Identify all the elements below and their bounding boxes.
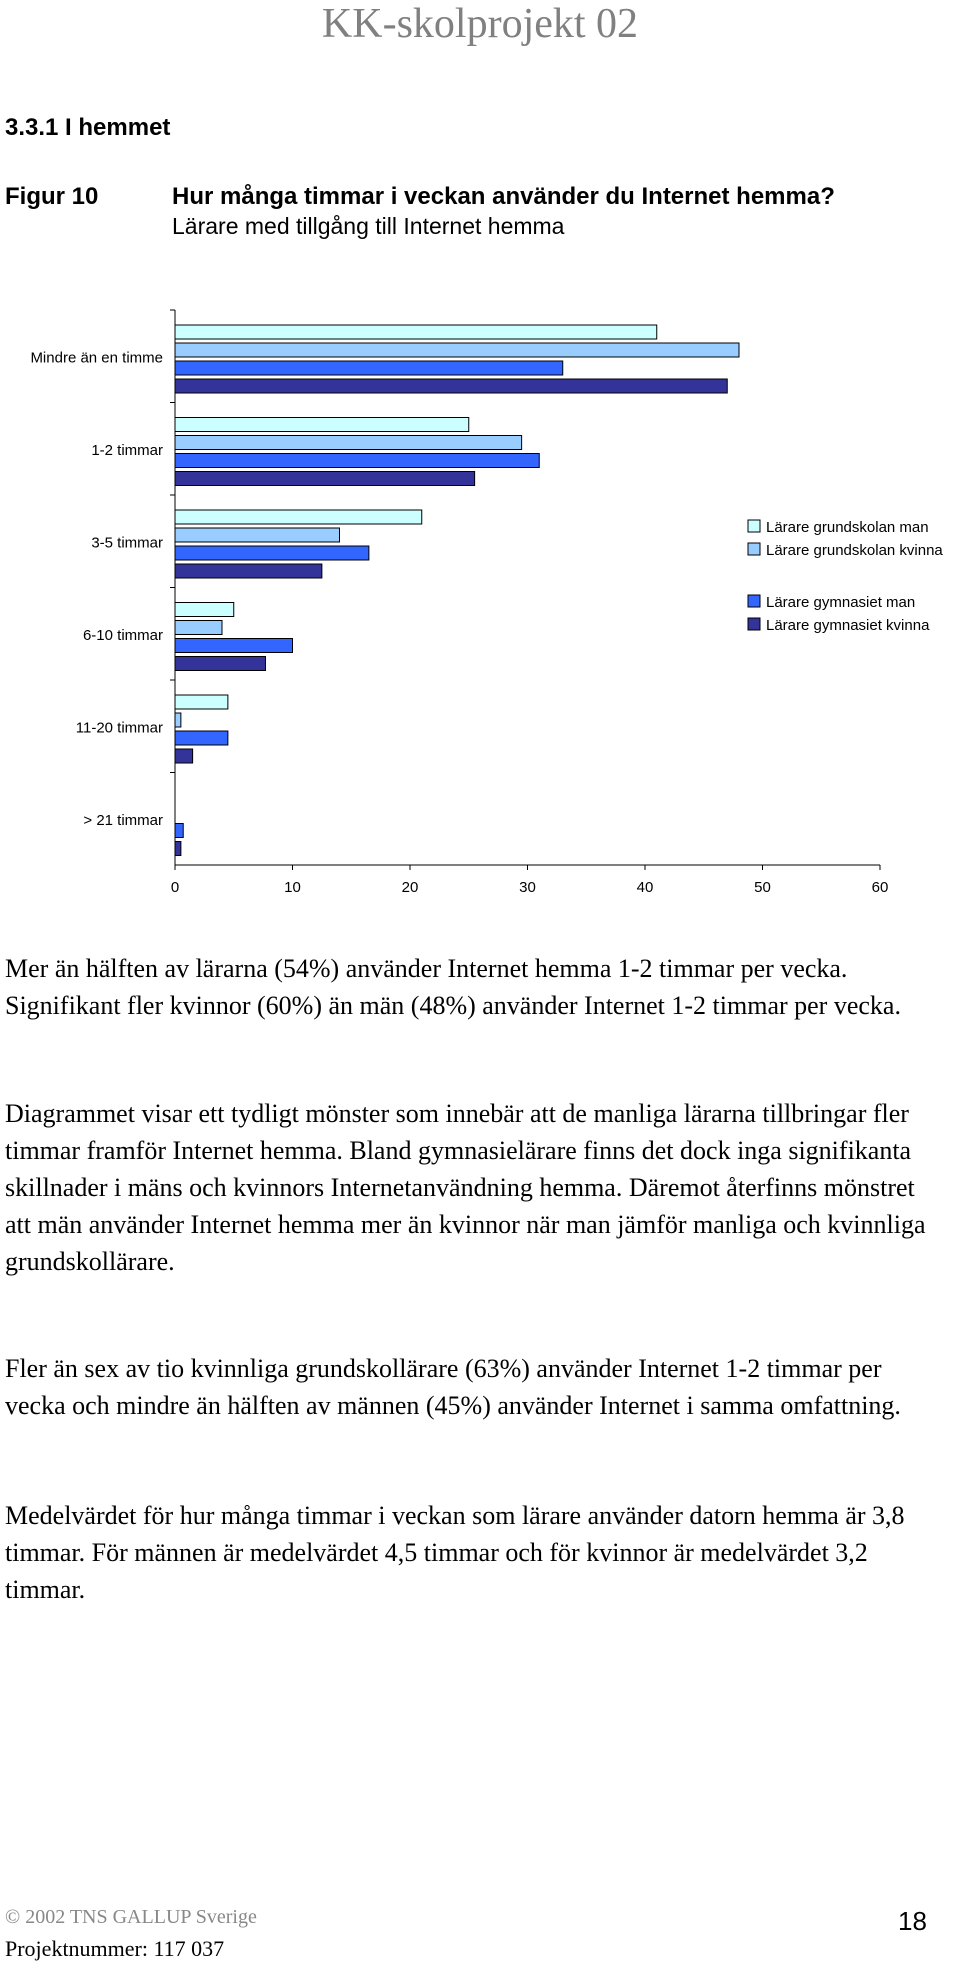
legend-label-2: Lärare gymnasiet man bbox=[766, 594, 916, 611]
bar-2-3 bbox=[175, 564, 322, 578]
legend-swatch-2 bbox=[748, 595, 760, 607]
bar-4-3 bbox=[175, 749, 193, 763]
x-tick-label: 30 bbox=[519, 879, 536, 896]
bar-2-1 bbox=[175, 528, 340, 542]
bar-3-0 bbox=[175, 603, 234, 617]
y-category-label: 11-20 timmar bbox=[75, 719, 163, 737]
legend-swatch-1 bbox=[748, 543, 760, 555]
y-category-label: 1-2 timmar bbox=[91, 441, 163, 459]
bar-1-3 bbox=[175, 472, 475, 486]
bar-0-0 bbox=[175, 325, 657, 339]
legend-swatch-0 bbox=[748, 520, 760, 532]
footer-project-number: Projektnummer: 117 037 bbox=[5, 1936, 225, 1961]
bar-5-3 bbox=[175, 842, 181, 856]
bar-3-2 bbox=[175, 639, 293, 653]
bar-4-2 bbox=[175, 731, 228, 745]
bar-0-3 bbox=[175, 379, 727, 393]
bar-1-0 bbox=[175, 418, 469, 432]
page-number: 18 bbox=[898, 1906, 927, 1936]
bar-chart bbox=[0, 300, 960, 910]
figure-label: Figur 10 bbox=[5, 183, 99, 210]
footer-copyright: © 2002 TNS GALLUP Sverige bbox=[5, 1906, 257, 1928]
paragraph-1: Mer än hälften av lärarna (54%) använder Internet hemma 1-2 timmar per vecka. Signifikant fler kvinnor (60%) än män (48%) använder Internet 1-2 timmar per vecka. bbox=[5, 954, 901, 1020]
paragraph-2: Diagrammet visar ett tydligt mönster som innebär att de manliga lärarna tillbringar fler timmar framför Internet hemma. Bland gymnasielärare finns det dock inga signifikanta skillnader i mäns och kvinnors Internetanvändning hemma. Däremot återfinns mönstret att män använder Internet hemma mer än kvinnor när man jämför manliga och kvinnliga grundskollärare. bbox=[5, 1099, 926, 1276]
bar-1-2 bbox=[175, 454, 539, 468]
legend-swatch-3 bbox=[748, 618, 760, 630]
section-heading: 3.3.1 I hemmet bbox=[5, 114, 171, 141]
figure-title: Hur många timmar i veckan använder du Internet hemma? bbox=[172, 183, 835, 210]
bar-0-1 bbox=[175, 343, 739, 357]
bar-0-2 bbox=[175, 361, 563, 375]
bar-1-1 bbox=[175, 436, 522, 450]
x-tick-label: 10 bbox=[284, 879, 301, 896]
bar-3-1 bbox=[175, 621, 222, 635]
x-tick-label: 40 bbox=[636, 879, 654, 896]
y-category-label: > 21 timmar bbox=[83, 811, 163, 829]
x-tick-label: 0 bbox=[170, 879, 180, 896]
x-tick-label: 20 bbox=[401, 879, 419, 896]
legend-label-0: Lärare grundskolan man bbox=[766, 519, 929, 536]
y-category-label: 3-5 timmar bbox=[91, 534, 163, 552]
bar-2-2 bbox=[175, 546, 369, 560]
legend-label-1: Lärare grundskolan kvinna bbox=[766, 542, 943, 559]
bar-3-3 bbox=[175, 657, 265, 671]
bar-2-0 bbox=[175, 510, 422, 524]
paragraph-4: Medelvärdet för hur många timmar i veckan som lärare använder datorn hemma är 3,8 timmar. För männen är medelvärdet 4,5 timmar och för kvinnor är medelvärdet 3,2 timmar. bbox=[5, 1501, 905, 1604]
y-category-label: 6-10 timmar bbox=[82, 626, 163, 644]
x-tick-label: 60 bbox=[871, 879, 889, 896]
bar-4-1 bbox=[175, 713, 181, 727]
bar-5-2 bbox=[175, 824, 183, 838]
y-category-label: Mindre än en timme bbox=[30, 349, 163, 367]
paragraph-3: Fler än sex av tio kvinnliga grundskollärare (63%) använder Internet 1-2 timmar per vecka och mindre än hälften av männen (45%) använder Internet i samma omfattning. bbox=[5, 1354, 901, 1420]
bar-4-0 bbox=[175, 695, 228, 709]
figure-subtitle: Lärare med tillgång till Internet hemma bbox=[172, 213, 565, 239]
legend-label-3: Lärare gymnasiet kvinna bbox=[766, 617, 930, 634]
page-header-title: KK-skolprojekt 02 bbox=[321, 1, 639, 47]
x-tick-label: 50 bbox=[754, 879, 771, 896]
